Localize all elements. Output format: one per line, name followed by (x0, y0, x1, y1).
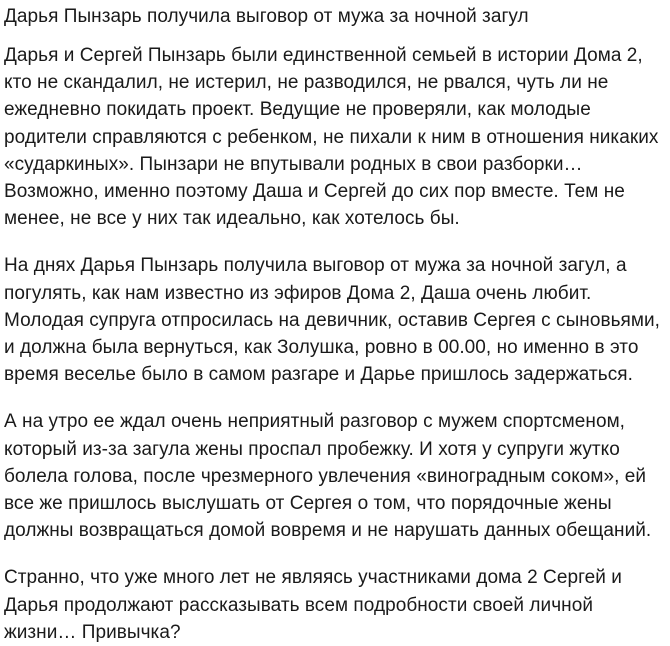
article-paragraph-1: Дарья и Сергей Пынзарь были единственной семьей в истории Дома 2, кто не скандалил, не истерил, не разводился, не рвался, чуть ли не ежедневно покидать проект. Ведущие не проверяли, как молодые родители справляются с ребенком, не пихали к ним в отношения никаких «сударкиных». Пынзари не впутывали родных в свои разборки… Возможно, именно поэтому Даша и Сергей до сих пор вместе. Тем не менее, не все у них так идеально, как хотелось бы. (4, 45, 659, 230)
article (4, 0, 666, 646)
article-paragraph-3: А на утро ее ждал очень неприятный разговор с мужем спортсменом, который из-за загула жены проспал пробежку. И хотя у супруги жутко болела голова, после чрезмерного увлечения «виноградным соком», ей все же пришлось выслушать от Сергея о том, что порядочные жены должны возвращаться домой вовремя и не нарушать данных обещаний. (4, 411, 652, 542)
article-title: Дарья Пынзарь получила выговор от мужа за ночной загул (4, 6, 529, 27)
article-paragraph-4: Странно, что уже много лет не являясь участниками дома 2 Сергей и Дарья продолжают рассказывать всем подробности своей личной жизни… Привычка? (4, 567, 622, 643)
article-paragraph-2: На днях Дарья Пынзарь получила выговор от мужа за ночной загул, а погулять, как нам известно из эфиров Дома 2, Даша очень любит. Молодая супруга отпросилась на девичник, оставив Сергея с сыновьями, и должна была вернуться, как Золушка, ровно в 00.00, но именно в это время веселье было в самом разгаре и Дарье пришлось задержаться. (4, 255, 660, 386)
